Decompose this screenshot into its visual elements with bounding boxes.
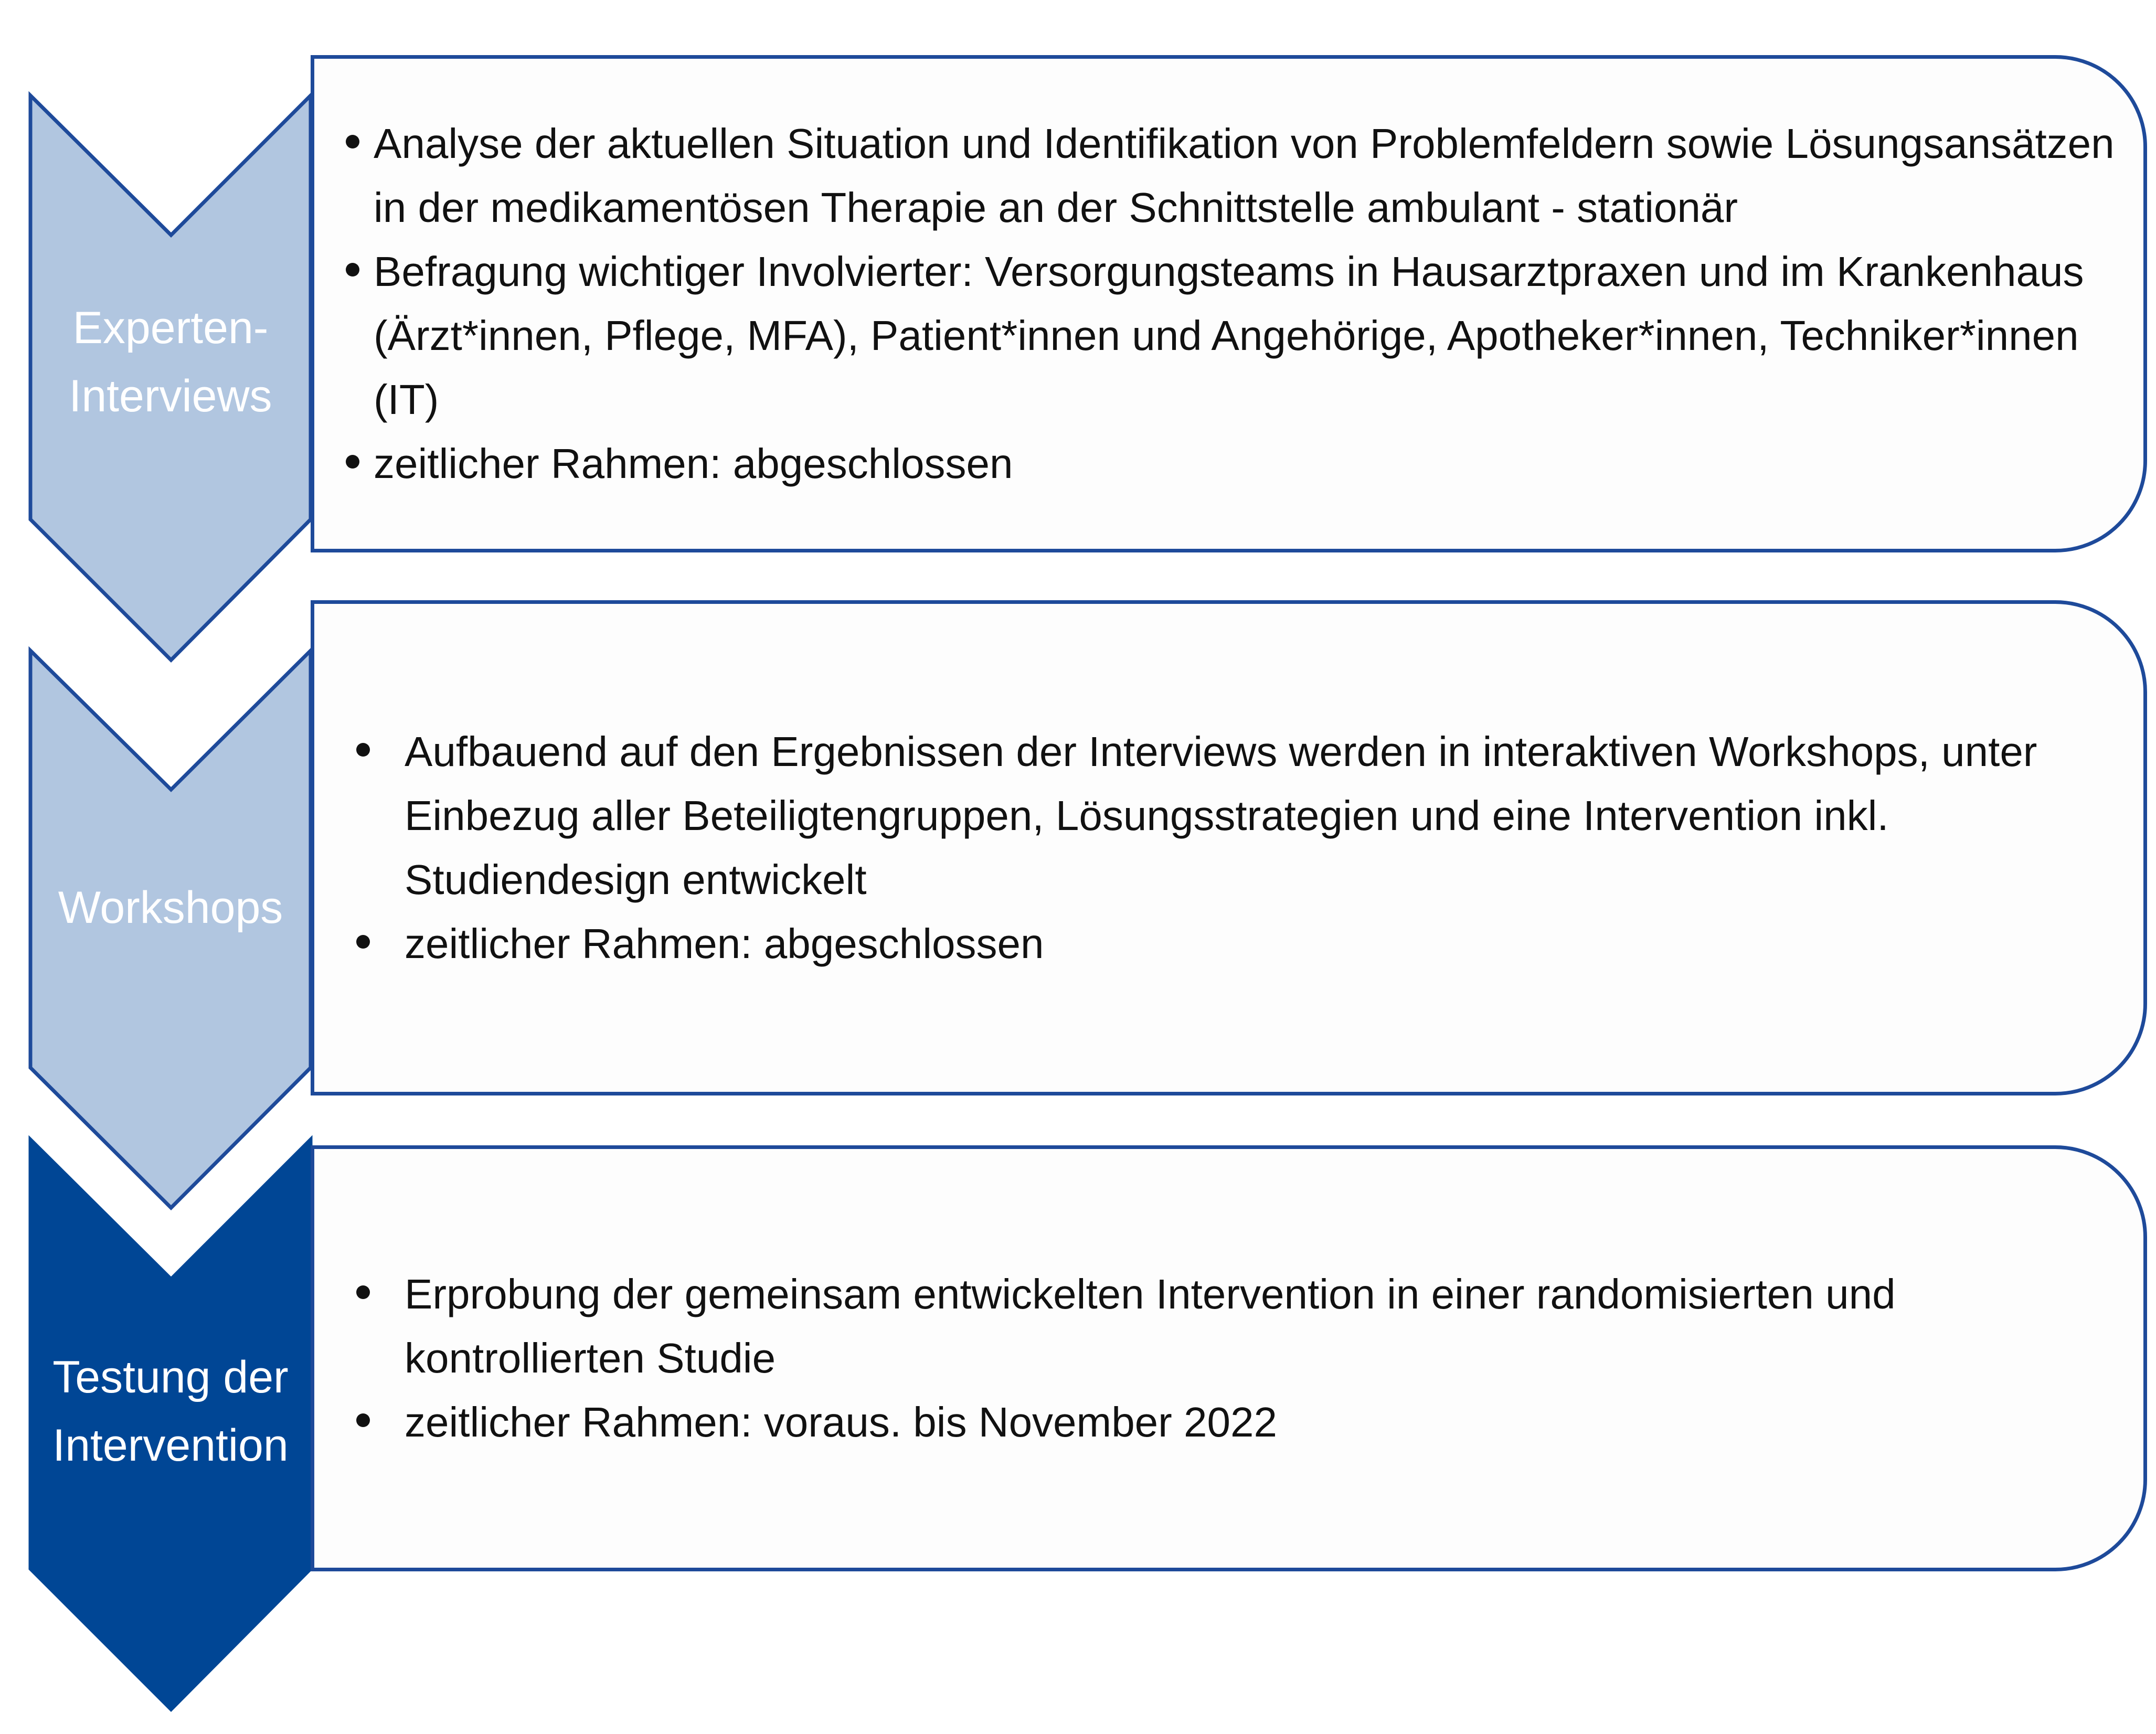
list-item-text: Erprobung der gemeinsam entwickelten Intervention in einer randomisierten und kontrollierten Studie — [405, 1271, 1896, 1381]
step-box-experten-interviews — [311, 55, 2147, 552]
bullet-list — [314, 1262, 2143, 1454]
list-item — [314, 720, 2143, 912]
list-item — [314, 1390, 2143, 1454]
list-item — [314, 1262, 2143, 1390]
bullet-list — [314, 112, 2143, 496]
bullet-icon — [346, 455, 359, 469]
list-item — [314, 912, 2143, 976]
bullet-icon — [356, 1285, 370, 1299]
list-item-text: Analyse der aktuellen Situation und Identifikation von Problemfeldern sowie Lösungsansätzen in der medikamentösen Therapie an der Schnittstelle ambulant - stationär — [374, 120, 2115, 231]
bullet-list — [314, 720, 2143, 976]
step-box-testung-der-intervention — [311, 1145, 2147, 1571]
bullet-icon — [356, 935, 370, 949]
list-item-text: zeitlicher Rahmen: abgeschlossen — [405, 920, 1044, 967]
list-item — [314, 240, 2143, 432]
list-item-text: zeitlicher Rahmen: abgeschlossen — [374, 440, 1013, 487]
list-item — [314, 112, 2143, 240]
step-box-workshops — [311, 600, 2147, 1095]
step-label-testung-der-intervention: Testung der Intervention — [52, 1352, 289, 1471]
list-item-text: zeitlicher Rahmen: voraus. bis November 2022 — [405, 1399, 1278, 1445]
list-item-text: Befragung wichtiger Involvierter: Versorgungsteams in Hausarztpraxen und im Krankenhaus (Ärzt*innen, Pflege, MFA), Patient*innen und Angehörige, Apotheker*innen, Techniker*innen (IT) — [374, 248, 2084, 423]
bullet-icon — [356, 743, 370, 757]
bullet-icon — [356, 1413, 370, 1427]
bullet-icon — [346, 263, 359, 276]
bullet-icon — [346, 135, 359, 148]
step-label-workshops: Workshops — [58, 882, 283, 933]
list-item-text: Aufbauend auf den Ergebnissen der Interviews werden in interaktiven Workshops, unter Einbezug aller Beteiligtengruppen, Lösungsstrategien und eine Intervention inkl. Studiendesign entwickelt — [405, 728, 2037, 903]
step-label-experten-interviews: Experten- Interviews — [69, 303, 272, 421]
list-item — [314, 432, 2143, 496]
